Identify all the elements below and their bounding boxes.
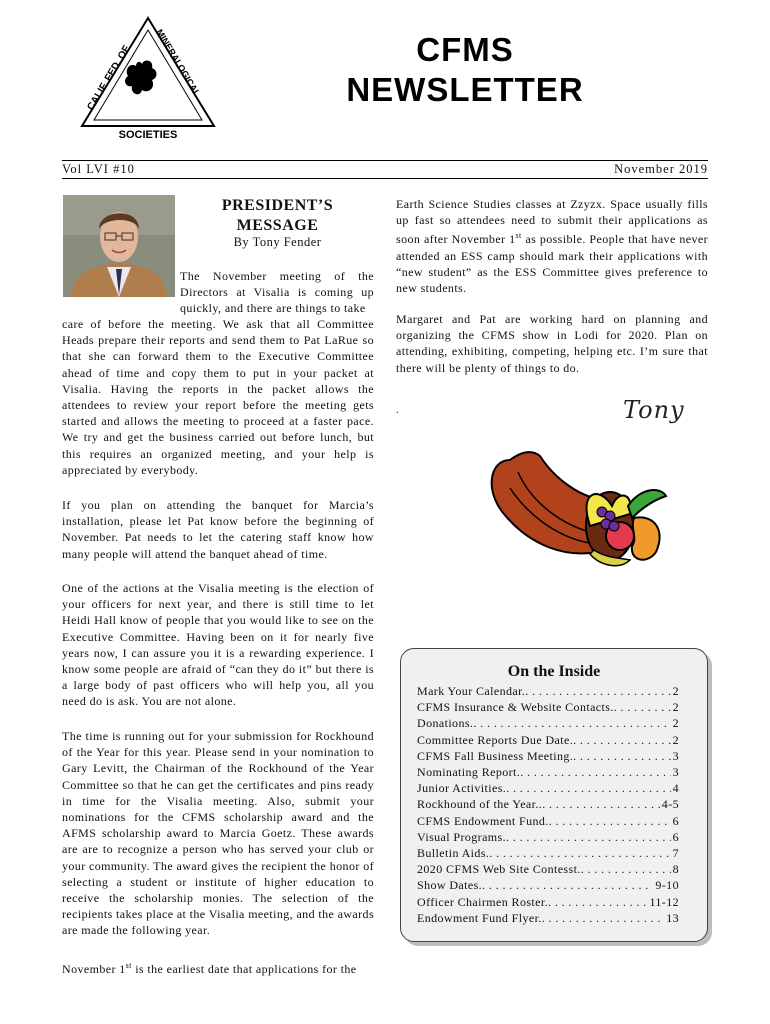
toc-page: 2 bbox=[672, 732, 679, 747]
toc-page: 8 bbox=[672, 862, 679, 877]
on-the-inside-title: On the Inside bbox=[507, 663, 601, 680]
toc-item bbox=[417, 845, 679, 861]
p5-text-b: is the earliest date that applications for the bbox=[131, 962, 357, 976]
paragraph-2: If you plan on attending the banquet for Marcia’s installation, please let Pat know before the beginning of November. Pat needs to let the catering staff know how many people will attend the banquet ahead of time. bbox=[62, 498, 374, 561]
toc-page: 7 bbox=[672, 846, 679, 861]
logo-text-bottom: SOCIETIES bbox=[118, 129, 178, 141]
toc-page: 2 bbox=[672, 700, 679, 715]
table-of-contents bbox=[417, 683, 679, 926]
issue-date: November 2019 bbox=[614, 162, 708, 176]
toc-page: 2 bbox=[672, 716, 679, 731]
toc-label: Bulletin Aids. bbox=[417, 846, 490, 861]
toc-page: 3 bbox=[672, 765, 679, 780]
on-the-inside-box bbox=[400, 648, 708, 942]
header-rule-bottom bbox=[62, 178, 708, 179]
paragraph-4: The time is running out for your submission for Rockhound of the Year for this year. Please send in your nomination to Gary Levitt, the Chairman of the Rockhound of the Year Committee so that he can get the certificates and pins ready in time for the Visalia meeting. Also, submit your nominations for the CFMS scholarship award and the AFMS scholarship award to Marcia Goetz. These awards are are to recognize a person who has served your club or your community. The award gives the recipient the honor of selecting a student or institute of higher education to receive the scholarship monies. The selection of the recipients takes place at the Visalia meeting, and the awards are made the following year. bbox=[62, 729, 375, 938]
paragraph-3: One of the actions at the Visalia meeting is the election of your officers for next year, and there is still time to let Heidi Hall know of people that you would like to see on the Executive Committee. Having been on it for nearly five years now, I can assure you it is a rewarding experience. I know some people are afraid of “can they do it” but there is a large body of past officers who will help you, all you need do is ask. You are not alone. bbox=[62, 581, 374, 709]
toc-page: 2 bbox=[672, 684, 679, 698]
toc-item bbox=[417, 829, 679, 845]
toc-label: Show Dates. bbox=[417, 878, 483, 893]
signature: Tony bbox=[623, 396, 685, 424]
volume-number: Vol LVI #10 bbox=[62, 162, 135, 176]
cornucopia-illustration bbox=[470, 430, 670, 590]
logo-text-right: MINERALOGICAL bbox=[154, 27, 203, 98]
toc-label: CFMS Endowment Fund. bbox=[417, 813, 549, 828]
toc-label: Officer Chairmen Roster. bbox=[417, 894, 549, 909]
toc-item bbox=[417, 748, 679, 764]
toc-item bbox=[417, 715, 679, 731]
byline: By Tony Fender bbox=[233, 235, 322, 249]
toc-label: Mark Your Calendar. bbox=[417, 684, 526, 698]
toc-label: Endowment Fund Flyer. bbox=[417, 910, 542, 925]
toc-page: 13 bbox=[666, 910, 679, 925]
toc-item bbox=[417, 894, 679, 910]
toc-label: Nominating Report. bbox=[417, 765, 521, 780]
toc-page: 6 bbox=[672, 813, 679, 828]
toc-page: 9-10 bbox=[655, 878, 679, 893]
toc-page: 4 bbox=[672, 781, 679, 796]
paragraph-right-1 bbox=[396, 196, 708, 296]
toc-page: 6 bbox=[672, 829, 679, 844]
toc-item bbox=[417, 732, 679, 748]
toc-item bbox=[417, 877, 679, 893]
logo-text-left: CALIF. FED. OF bbox=[85, 43, 133, 113]
toc-item bbox=[417, 683, 679, 699]
toc-label: CFMS Insurance & Website Contacts. bbox=[417, 700, 614, 715]
r1-text-b: as possible. People that have never attended an ESS camp should mark their applications with “new student” as the ESS Committee gives preference to new students. bbox=[396, 232, 709, 296]
toc-label: 2020 CFMS Web Site Contesst. bbox=[417, 862, 581, 877]
paragraph-5 bbox=[62, 958, 374, 977]
president-photo bbox=[63, 195, 175, 297]
p5-superscript: st bbox=[125, 961, 132, 970]
toc-label: Donations. bbox=[417, 716, 474, 731]
toc-page: 4-5 bbox=[661, 797, 679, 812]
toc-item bbox=[417, 699, 679, 715]
title-line-2: MESSAGE bbox=[236, 217, 319, 234]
cfms-logo bbox=[78, 14, 218, 142]
newsletter-title bbox=[300, 30, 630, 110]
toc-item bbox=[417, 780, 679, 796]
toc-item bbox=[417, 861, 679, 877]
header-rule-top bbox=[62, 160, 708, 161]
title-line-1: PRESIDENT’S bbox=[221, 197, 334, 214]
toc-page: 3 bbox=[672, 748, 679, 763]
toc-item bbox=[417, 796, 679, 812]
toc-item bbox=[417, 764, 679, 780]
toc-item bbox=[417, 910, 679, 926]
toc-label: Committee Reports Due Date. bbox=[417, 732, 574, 747]
toc-label: Rockhound of the Year.. bbox=[417, 797, 543, 812]
toc-page: 11-12 bbox=[649, 894, 679, 909]
presidents-message-title bbox=[180, 196, 375, 236]
svg-text:CALIF. FED. OF bbox=[85, 44, 132, 113]
toc-item bbox=[417, 813, 679, 829]
p5-text-a: November 1 bbox=[62, 962, 126, 976]
toc-label: Junior Activities. bbox=[417, 781, 507, 796]
paragraph-1-intro: The November meeting of the Directors at Visalia is coming up quickly, and there are things to take bbox=[180, 269, 374, 316]
toc-label: Visual Programs. bbox=[417, 829, 507, 844]
stray-dot: . bbox=[396, 405, 399, 416]
toc-label: CFMS Fall Business Meeting. bbox=[417, 748, 574, 763]
title-line-2: NEWSLETTER bbox=[346, 71, 584, 108]
svg-text:MINERALOGICAL bbox=[154, 27, 202, 98]
r1-text-a: Earth Science Studies classes at Zzyzx. Space usually fills up fast so attendees need to submit their applications as soon after November 1 bbox=[396, 197, 708, 247]
paragraph-right-2: Margaret and Pat are working hard on planning and organizing the CFMS show in Lodi for 2020. Plan on attending, exhibiting, competing, helping etc. I’m sure that there will be plenty of things to do. bbox=[396, 312, 708, 375]
title-line-1: CFMS bbox=[416, 31, 514, 68]
paragraph-1: care of before the meeting. We ask that all Committee Heads prepare their reports and send them to Pat LaRue so that she can forward them to the Executive Committee ahead of time and copy them to put in your packet at Visalia. Having the reports in the packet allows the attendees to review your report before the meeting gets started and allows the meeting to proceed at a faster pace. We try and get the business carried out before lunch, but this requires an organized meeting, and your help is appreciated by everybody. bbox=[62, 317, 374, 477]
r1-superscript: st bbox=[515, 231, 522, 241]
